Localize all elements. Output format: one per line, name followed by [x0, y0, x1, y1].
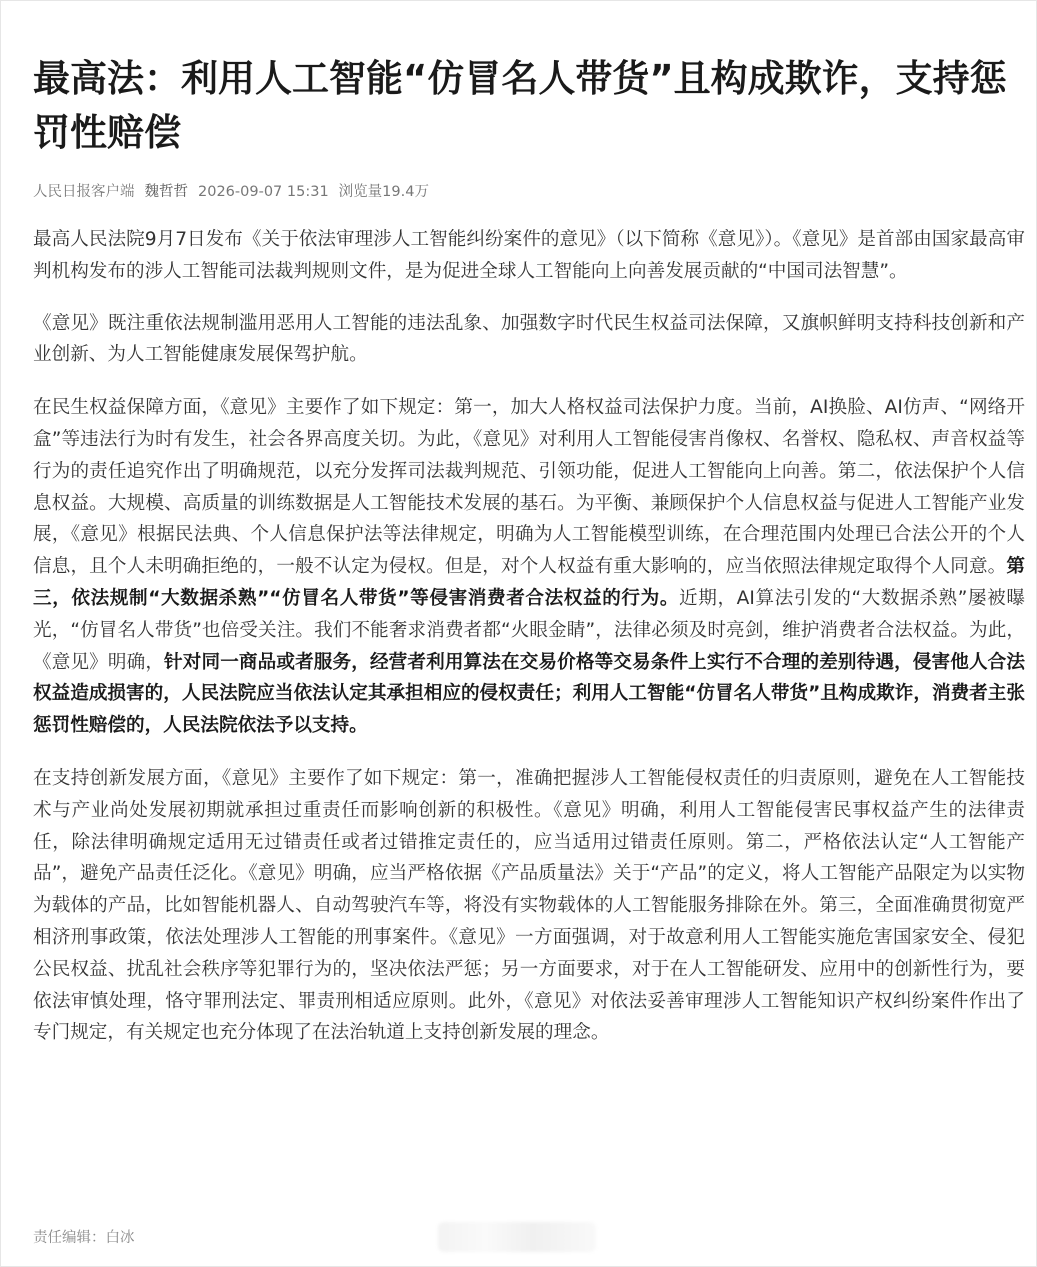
paragraph-1: 最高人民法院9月7日发布《关于依法审理涉人工智能纠纷案件的意见》（以下简称《意见》）。《意见》是首部由国家最高审判机构发布的涉人工智能司法裁判规则文件，是为促进全球人工智能向上向善发展贡献的“中国司法智慧”。	[33, 229, 1025, 282]
article-title: 最高法：利用人工智能“仿冒名人带货”且构成欺诈，支持惩罚性赔偿	[33, 57, 1007, 154]
meta-views: 浏览量19.4万	[338, 184, 429, 200]
paragraph-3-bold-2: 针对同一商品或者服务，经营者利用算法在交易价格等交易条件上实行不合理的差别待遇，侵害他人合法权益造成损害的，人民法院应当依法认定其承担相应的侵权责任；利用人工智能“仿冒名人带货”且构成欺诈，消费者主张惩罚性赔偿的，人民法院依法予以支持。	[33, 651, 1025, 737]
paragraph-2: 《意见》既注重依法规制滥用恶用人工智能的违法乱象、加强数字时代民生权益司法保障，又旗帜鲜明支持科技创新和产业创新、为人工智能健康发展保驾护航。	[33, 312, 1025, 366]
blurred-watermark	[438, 1222, 596, 1252]
article	[33, 52, 1025, 1049]
paragraph-3	[33, 392, 1025, 742]
responsible-editor: 责任编辑：白冰	[33, 1230, 135, 1246]
paragraph-3-bold-1: 第三，依法规制“大数据杀熟”“仿冒名人带货”等侵害消费者合法权益的行为。	[33, 556, 1025, 609]
paragraph-3-text-1: 在民生权益保障方面，《意见》主要作了如下规定：第一，加大人格权益司法保护力度。当前，AI换脸、AI仿声、“网络开盒”等违法行为时有发生，社会各界高度关切。为此，《意见》对利用人工智能侵害肖像权、名誉权、隐私权、声音权益等行为的责任追究作出了明确规范，以充分发挥司法裁判规范、引领功能，促进人工智能向上向善。第二，依法保护个人信息权益。大规模、高质量的训练数据是人工智能技术发展的基石。为平衡、兼顾保护个人信息权益与促进人工智能产业发展，《意见》根据民法典、个人信息保护法等法律规定，明确为人工智能模型训练，在合理范围内处理已合法公开的个人信息，且个人未明确拒绝的，一般不认定为侵权。但是，对个人权益有重大影响的，应当依照法律规定取得个人同意。	[33, 397, 1025, 578]
article-meta	[33, 182, 1025, 202]
paragraph-4: 在支持创新发展方面，《意见》主要作了如下规定：第一，准确把握涉人工智能侵权责任的归责原则，避免在人工智能技术与产业尚处发展初期就承担过重责任而影响创新的积极性。《意见》明确，利用人工智能侵害民事权益产生的法律责任，除法律明确规定适用无过错责任或者过错推定责任的，应当适用过错责任原则。第二，严格依法认定“人工智能产品”，避免产品责任泛化。《意见》明确，应当严格依据《产品质量法》关于“产品”的定义，将人工智能产品限定为以实物为载体的产品，比如智能机器人、自动驾驶汽车等，将没有实物载体的人工智能服务排除在外。第三，全面准确贯彻宽严相济刑事政策，依法处理涉人工智能的刑事案件。《意见》一方面强调，对于故意利用人工智能实施危害国家安全、侵犯公民权益、扰乱社会秩序等犯罪行为的，坚决依法严惩；另一方面要求，对于在人工智能研发、应用中的创新性行为，要依法审慎处理，恪守罪刑法定、罪责刑相适应原则。此外，《意见》对依法妥善审理涉人工智能知识产权纠纷案件作出了专门规定，有关规定也充分体现了在法治轨道上支持创新发展的理念。	[33, 767, 1025, 1044]
article-body	[33, 224, 1025, 1049]
meta-datetime: 2026-09-07 15:31	[198, 184, 329, 200]
meta-source[interactable]: 人民日报客户端	[33, 184, 135, 200]
meta-author[interactable]: 魏哲哲	[144, 184, 188, 200]
paragraph-3-text-2: 近期，AI算法引发的“大数据杀熟”屡被曝光，“仿冒名人带货”也倍受关注。我们不能奢求消费者都“火眼金睛”，法律必须及时亮剑，维护消费者合法权益。为此，《意见》明确，	[33, 587, 1025, 673]
